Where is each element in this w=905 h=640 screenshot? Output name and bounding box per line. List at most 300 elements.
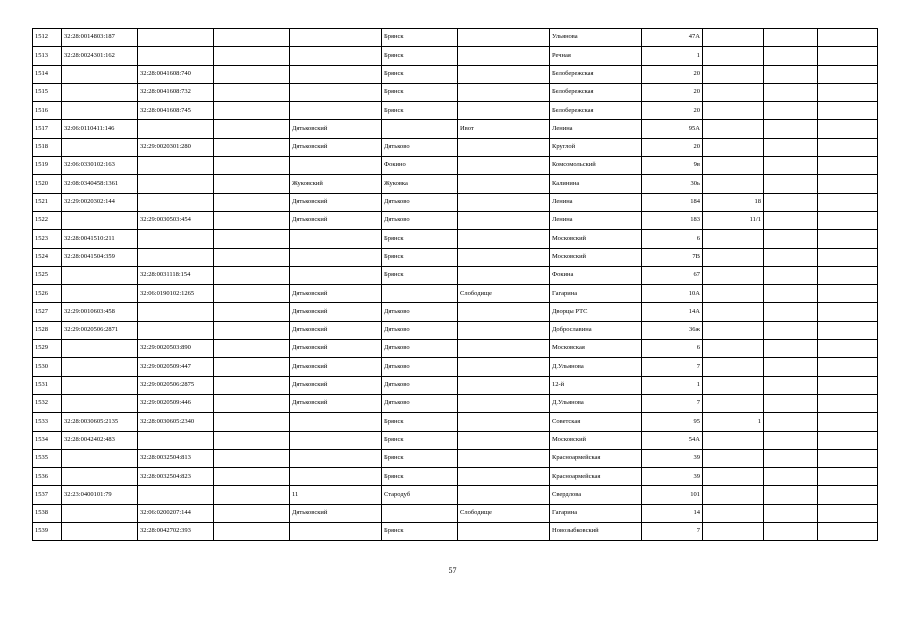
cadastral-number-cell: 32:29:0020506:2871	[62, 321, 138, 339]
city-cell: Дятьково	[382, 211, 458, 229]
extra-cell	[764, 413, 818, 431]
building-cell	[703, 486, 764, 504]
house-number-cell: 6	[642, 340, 703, 358]
building-cell	[703, 468, 764, 486]
locality-cell	[458, 138, 550, 156]
empty-cell	[214, 29, 290, 47]
building-cell	[703, 47, 764, 65]
cadastral-number-2-cell	[138, 431, 214, 449]
house-number-cell: 95А	[642, 120, 703, 138]
cadastral-number-2-cell	[138, 29, 214, 47]
city-cell: Дятьково	[382, 303, 458, 321]
building-cell	[703, 120, 764, 138]
locality-cell	[458, 29, 550, 47]
district-cell	[290, 83, 382, 101]
table-row	[33, 248, 878, 266]
locality-cell: Ивот	[458, 120, 550, 138]
extra-cell	[764, 138, 818, 156]
extra-cell	[764, 102, 818, 120]
street-cell: Речная	[550, 47, 642, 65]
empty-cell	[214, 321, 290, 339]
city-cell: Брянск	[382, 266, 458, 284]
city-cell: Брянск	[382, 523, 458, 541]
city-cell: Брянск	[382, 47, 458, 65]
empty-cell	[214, 138, 290, 156]
table-row	[33, 285, 878, 303]
house-number-cell: 47А	[642, 29, 703, 47]
street-cell: Фокина	[550, 266, 642, 284]
district-cell	[290, 230, 382, 248]
locality-cell	[458, 523, 550, 541]
city-cell: Дятьково	[382, 138, 458, 156]
cadastral-number-2-cell: 32:29:0020301:280	[138, 138, 214, 156]
building-cell	[703, 138, 764, 156]
cadastral-number-cell	[62, 504, 138, 522]
table-row	[33, 413, 878, 431]
table-row	[33, 138, 878, 156]
extra-cell	[764, 47, 818, 65]
row-number-cell: 1525	[33, 266, 62, 284]
cadastral-number-cell	[62, 211, 138, 229]
row-number-cell: 1526	[33, 285, 62, 303]
street-cell: Д.Ульянова	[550, 394, 642, 412]
locality-cell	[458, 193, 550, 211]
extra-cell	[764, 449, 818, 467]
extra-cell	[818, 248, 878, 266]
street-cell: Гагарина	[550, 504, 642, 522]
cadastral-number-2-cell: 32:06:0200207:144	[138, 504, 214, 522]
empty-cell	[214, 102, 290, 120]
locality-cell	[458, 230, 550, 248]
cadastral-number-cell: 32:28:0041510:211	[62, 230, 138, 248]
cadastral-number-2-cell: 32:06:0190102:1265	[138, 285, 214, 303]
empty-cell	[214, 486, 290, 504]
extra-cell	[818, 47, 878, 65]
district-cell	[290, 523, 382, 541]
street-cell: Московский	[550, 248, 642, 266]
street-cell: Свердлова	[550, 486, 642, 504]
extra-cell	[818, 83, 878, 101]
house-number-cell: 6	[642, 230, 703, 248]
table-row	[33, 321, 878, 339]
cadastral-number-2-cell: 32:28:0032504:823	[138, 468, 214, 486]
cadastral-number-cell	[62, 340, 138, 358]
row-number-cell: 1538	[33, 504, 62, 522]
cadastral-number-cell	[62, 394, 138, 412]
locality-cell	[458, 486, 550, 504]
extra-cell	[764, 175, 818, 193]
cadastral-number-cell	[62, 468, 138, 486]
row-number-cell: 1518	[33, 138, 62, 156]
table-row	[33, 157, 878, 175]
street-cell: Ленина	[550, 211, 642, 229]
city-cell: Дятьково	[382, 358, 458, 376]
row-number-cell: 1517	[33, 120, 62, 138]
empty-cell	[214, 47, 290, 65]
district-cell	[290, 468, 382, 486]
extra-cell	[818, 230, 878, 248]
locality-cell	[458, 102, 550, 120]
district-cell: Дятьковский	[290, 120, 382, 138]
building-cell	[703, 266, 764, 284]
house-number-cell: 20	[642, 83, 703, 101]
cadastral-number-cell	[62, 102, 138, 120]
street-cell: Комсомольский	[550, 157, 642, 175]
cadastral-number-cell: 32:28:0014803:187	[62, 29, 138, 47]
building-cell	[703, 83, 764, 101]
extra-cell	[764, 394, 818, 412]
extra-cell	[818, 504, 878, 522]
empty-cell	[214, 230, 290, 248]
cadastral-number-cell	[62, 83, 138, 101]
city-cell: Брянск	[382, 468, 458, 486]
extra-cell	[818, 120, 878, 138]
street-cell: Доброславина	[550, 321, 642, 339]
empty-cell	[214, 358, 290, 376]
row-number-cell: 1536	[33, 468, 62, 486]
table-row	[33, 394, 878, 412]
building-cell	[703, 65, 764, 83]
building-cell	[703, 431, 764, 449]
house-number-cell: 20	[642, 65, 703, 83]
empty-cell	[214, 303, 290, 321]
empty-cell	[214, 340, 290, 358]
house-number-cell: 9в	[642, 157, 703, 175]
building-cell	[703, 285, 764, 303]
street-cell: Ленина	[550, 193, 642, 211]
table-row	[33, 340, 878, 358]
cadastral-number-2-cell	[138, 321, 214, 339]
row-number-cell: 1516	[33, 102, 62, 120]
city-cell: Стародуб	[382, 486, 458, 504]
extra-cell	[764, 431, 818, 449]
extra-cell	[764, 248, 818, 266]
extra-cell	[764, 303, 818, 321]
table-row	[33, 468, 878, 486]
empty-cell	[214, 120, 290, 138]
cadastral-number-cell: 32:23:0400101:79	[62, 486, 138, 504]
locality-cell	[458, 47, 550, 65]
table-row	[33, 175, 878, 193]
district-cell	[290, 248, 382, 266]
extra-cell	[764, 157, 818, 175]
empty-cell	[214, 83, 290, 101]
street-cell: Советская	[550, 413, 642, 431]
table-row	[33, 504, 878, 522]
house-number-cell: 39	[642, 449, 703, 467]
district-cell: Дятьковский	[290, 303, 382, 321]
extra-cell	[818, 211, 878, 229]
cadastral-number-2-cell: 32:28:0041608:732	[138, 83, 214, 101]
house-number-cell: 184	[642, 193, 703, 211]
extra-cell	[764, 376, 818, 394]
building-cell: 1	[703, 413, 764, 431]
empty-cell	[214, 211, 290, 229]
house-number-cell: 7	[642, 523, 703, 541]
row-number-cell: 1528	[33, 321, 62, 339]
extra-cell	[764, 29, 818, 47]
table-row	[33, 211, 878, 229]
empty-cell	[214, 193, 290, 211]
extra-cell	[818, 431, 878, 449]
building-cell	[703, 175, 764, 193]
building-cell	[703, 376, 764, 394]
building-cell	[703, 29, 764, 47]
locality-cell	[458, 211, 550, 229]
house-number-cell: 36ж	[642, 321, 703, 339]
extra-cell	[818, 358, 878, 376]
city-cell: Фокино	[382, 157, 458, 175]
extra-cell	[818, 340, 878, 358]
locality-cell	[458, 157, 550, 175]
empty-cell	[214, 394, 290, 412]
street-cell: Московский	[550, 230, 642, 248]
house-number-cell: 10А	[642, 285, 703, 303]
extra-cell	[818, 413, 878, 431]
district-cell: 11	[290, 486, 382, 504]
cadastral-number-cell: 32:28:0042402:483	[62, 431, 138, 449]
cadastral-number-cell	[62, 523, 138, 541]
table-row	[33, 65, 878, 83]
row-number-cell: 1539	[33, 523, 62, 541]
building-cell	[703, 230, 764, 248]
table-row	[33, 431, 878, 449]
cadastral-number-2-cell	[138, 175, 214, 193]
house-number-cell: 1	[642, 47, 703, 65]
cadastral-number-cell	[62, 449, 138, 467]
city-cell	[382, 120, 458, 138]
extra-cell	[818, 266, 878, 284]
extra-cell	[818, 321, 878, 339]
table-row	[33, 523, 878, 541]
extra-cell	[764, 285, 818, 303]
street-cell: Дворцы РТС	[550, 303, 642, 321]
cadastral-number-cell: 32:28:0030605:2135	[62, 413, 138, 431]
empty-cell	[214, 431, 290, 449]
locality-cell	[458, 65, 550, 83]
empty-cell	[214, 285, 290, 303]
building-cell	[703, 102, 764, 120]
extra-cell	[764, 230, 818, 248]
row-number-cell: 1523	[33, 230, 62, 248]
table-row	[33, 449, 878, 467]
extra-cell	[764, 321, 818, 339]
city-cell: Брянск	[382, 248, 458, 266]
row-number-cell: 1527	[33, 303, 62, 321]
cadastral-number-2-cell: 32:29:0020509:446	[138, 394, 214, 412]
row-number-cell: 1514	[33, 65, 62, 83]
empty-cell	[214, 175, 290, 193]
empty-cell	[214, 468, 290, 486]
extra-cell	[818, 486, 878, 504]
cadastral-number-cell	[62, 358, 138, 376]
row-number-cell: 1529	[33, 340, 62, 358]
extra-cell	[764, 486, 818, 504]
extra-cell	[818, 285, 878, 303]
house-number-cell: 67	[642, 266, 703, 284]
table-row	[33, 230, 878, 248]
table-row	[33, 83, 878, 101]
extra-cell	[764, 468, 818, 486]
city-cell: Брянск	[382, 449, 458, 467]
locality-cell	[458, 83, 550, 101]
empty-cell	[214, 413, 290, 431]
row-number-cell: 1512	[33, 29, 62, 47]
locality-cell	[458, 413, 550, 431]
cadastral-number-2-cell	[138, 486, 214, 504]
street-cell: Московская	[550, 340, 642, 358]
table-row	[33, 193, 878, 211]
empty-cell	[214, 266, 290, 284]
cadastral-number-cell: 32:28:0041504:359	[62, 248, 138, 266]
cadastral-number-2-cell: 32:28:0041608:745	[138, 102, 214, 120]
street-cell: Белобережская	[550, 102, 642, 120]
district-cell: Дятьковский	[290, 138, 382, 156]
row-number-cell: 1534	[33, 431, 62, 449]
district-cell: Дятьковский	[290, 193, 382, 211]
extra-cell	[818, 157, 878, 175]
table-row	[33, 29, 878, 47]
extra-cell	[764, 523, 818, 541]
extra-cell	[764, 266, 818, 284]
table-row	[33, 486, 878, 504]
cadastral-number-cell	[62, 376, 138, 394]
cadastral-number-2-cell	[138, 120, 214, 138]
extra-cell	[764, 193, 818, 211]
house-number-cell: 1	[642, 376, 703, 394]
city-cell: Брянск	[382, 413, 458, 431]
building-cell	[703, 248, 764, 266]
house-number-cell: 101	[642, 486, 703, 504]
cadastral-number-cell: 32:08:0340458:1361	[62, 175, 138, 193]
building-cell	[703, 358, 764, 376]
empty-cell	[214, 65, 290, 83]
empty-cell	[214, 376, 290, 394]
extra-cell	[764, 504, 818, 522]
district-cell	[290, 29, 382, 47]
locality-cell	[458, 449, 550, 467]
locality-cell	[458, 431, 550, 449]
street-cell: Ленина	[550, 120, 642, 138]
locality-cell	[458, 358, 550, 376]
cadastral-number-cell: 32:29:0010603:458	[62, 303, 138, 321]
building-cell	[703, 394, 764, 412]
city-cell: Брянск	[382, 83, 458, 101]
street-cell: Круглой	[550, 138, 642, 156]
city-cell: Брянск	[382, 102, 458, 120]
row-number-cell: 1522	[33, 211, 62, 229]
street-cell: Красноармейская	[550, 468, 642, 486]
row-number-cell: 1537	[33, 486, 62, 504]
locality-cell: Слободище	[458, 504, 550, 522]
table-body	[33, 29, 878, 541]
extra-cell	[818, 102, 878, 120]
city-cell: Дятьково	[382, 376, 458, 394]
cadastral-number-cell: 32:06:0330102:163	[62, 157, 138, 175]
district-cell	[290, 157, 382, 175]
extra-cell	[818, 523, 878, 541]
empty-cell	[214, 504, 290, 522]
building-cell	[703, 449, 764, 467]
locality-cell	[458, 468, 550, 486]
extra-cell	[764, 340, 818, 358]
city-cell: Брянск	[382, 230, 458, 248]
locality-cell	[458, 175, 550, 193]
locality-cell	[458, 376, 550, 394]
locality-cell	[458, 248, 550, 266]
locality-cell	[458, 321, 550, 339]
city-cell: Брянск	[382, 29, 458, 47]
street-cell: Белобережская	[550, 83, 642, 101]
house-number-cell: 95	[642, 413, 703, 431]
extra-cell	[818, 468, 878, 486]
house-number-cell: 20	[642, 138, 703, 156]
district-cell: Жуковский	[290, 175, 382, 193]
table-row	[33, 120, 878, 138]
cadastral-number-2-cell: 32:29:0030503:454	[138, 211, 214, 229]
district-cell	[290, 47, 382, 65]
locality-cell	[458, 303, 550, 321]
street-cell: Белобережская	[550, 65, 642, 83]
row-number-cell: 1515	[33, 83, 62, 101]
extra-cell	[764, 65, 818, 83]
extra-cell	[818, 193, 878, 211]
district-cell: Дятьковский	[290, 285, 382, 303]
locality-cell: Слободище	[458, 285, 550, 303]
table-row	[33, 266, 878, 284]
extra-cell	[818, 29, 878, 47]
cadastral-number-2-cell	[138, 157, 214, 175]
building-cell: 11/1	[703, 211, 764, 229]
cadastral-number-2-cell: 32:29:0020506:2875	[138, 376, 214, 394]
house-number-cell: 39	[642, 468, 703, 486]
row-number-cell: 1535	[33, 449, 62, 467]
house-number-cell: 20	[642, 102, 703, 120]
district-cell: Дятьковский	[290, 376, 382, 394]
city-cell: Дятьково	[382, 321, 458, 339]
row-number-cell: 1519	[33, 157, 62, 175]
city-cell: Жуковка	[382, 175, 458, 193]
extra-cell	[818, 376, 878, 394]
house-number-cell: 183	[642, 211, 703, 229]
table-row	[33, 376, 878, 394]
house-number-cell: 7	[642, 394, 703, 412]
street-cell: 12-й	[550, 376, 642, 394]
row-number-cell: 1532	[33, 394, 62, 412]
district-cell: Дятьковский	[290, 394, 382, 412]
extra-cell	[764, 358, 818, 376]
table-row	[33, 47, 878, 65]
building-cell: 18	[703, 193, 764, 211]
district-cell: Дятьковский	[290, 340, 382, 358]
cadastral-number-cell: 32:28:0024301:162	[62, 47, 138, 65]
cadastral-number-2-cell	[138, 303, 214, 321]
house-number-cell: 7	[642, 358, 703, 376]
building-cell	[703, 321, 764, 339]
cadastral-number-2-cell: 32:28:0041608:740	[138, 65, 214, 83]
district-cell	[290, 431, 382, 449]
city-cell: Брянск	[382, 431, 458, 449]
city-cell	[382, 504, 458, 522]
locality-cell	[458, 340, 550, 358]
locality-cell	[458, 266, 550, 284]
district-cell: Дятьковский	[290, 211, 382, 229]
city-cell: Дятьково	[382, 340, 458, 358]
building-cell	[703, 340, 764, 358]
extra-cell	[764, 83, 818, 101]
street-cell: Гагарина	[550, 285, 642, 303]
street-cell: Красноармейская	[550, 449, 642, 467]
